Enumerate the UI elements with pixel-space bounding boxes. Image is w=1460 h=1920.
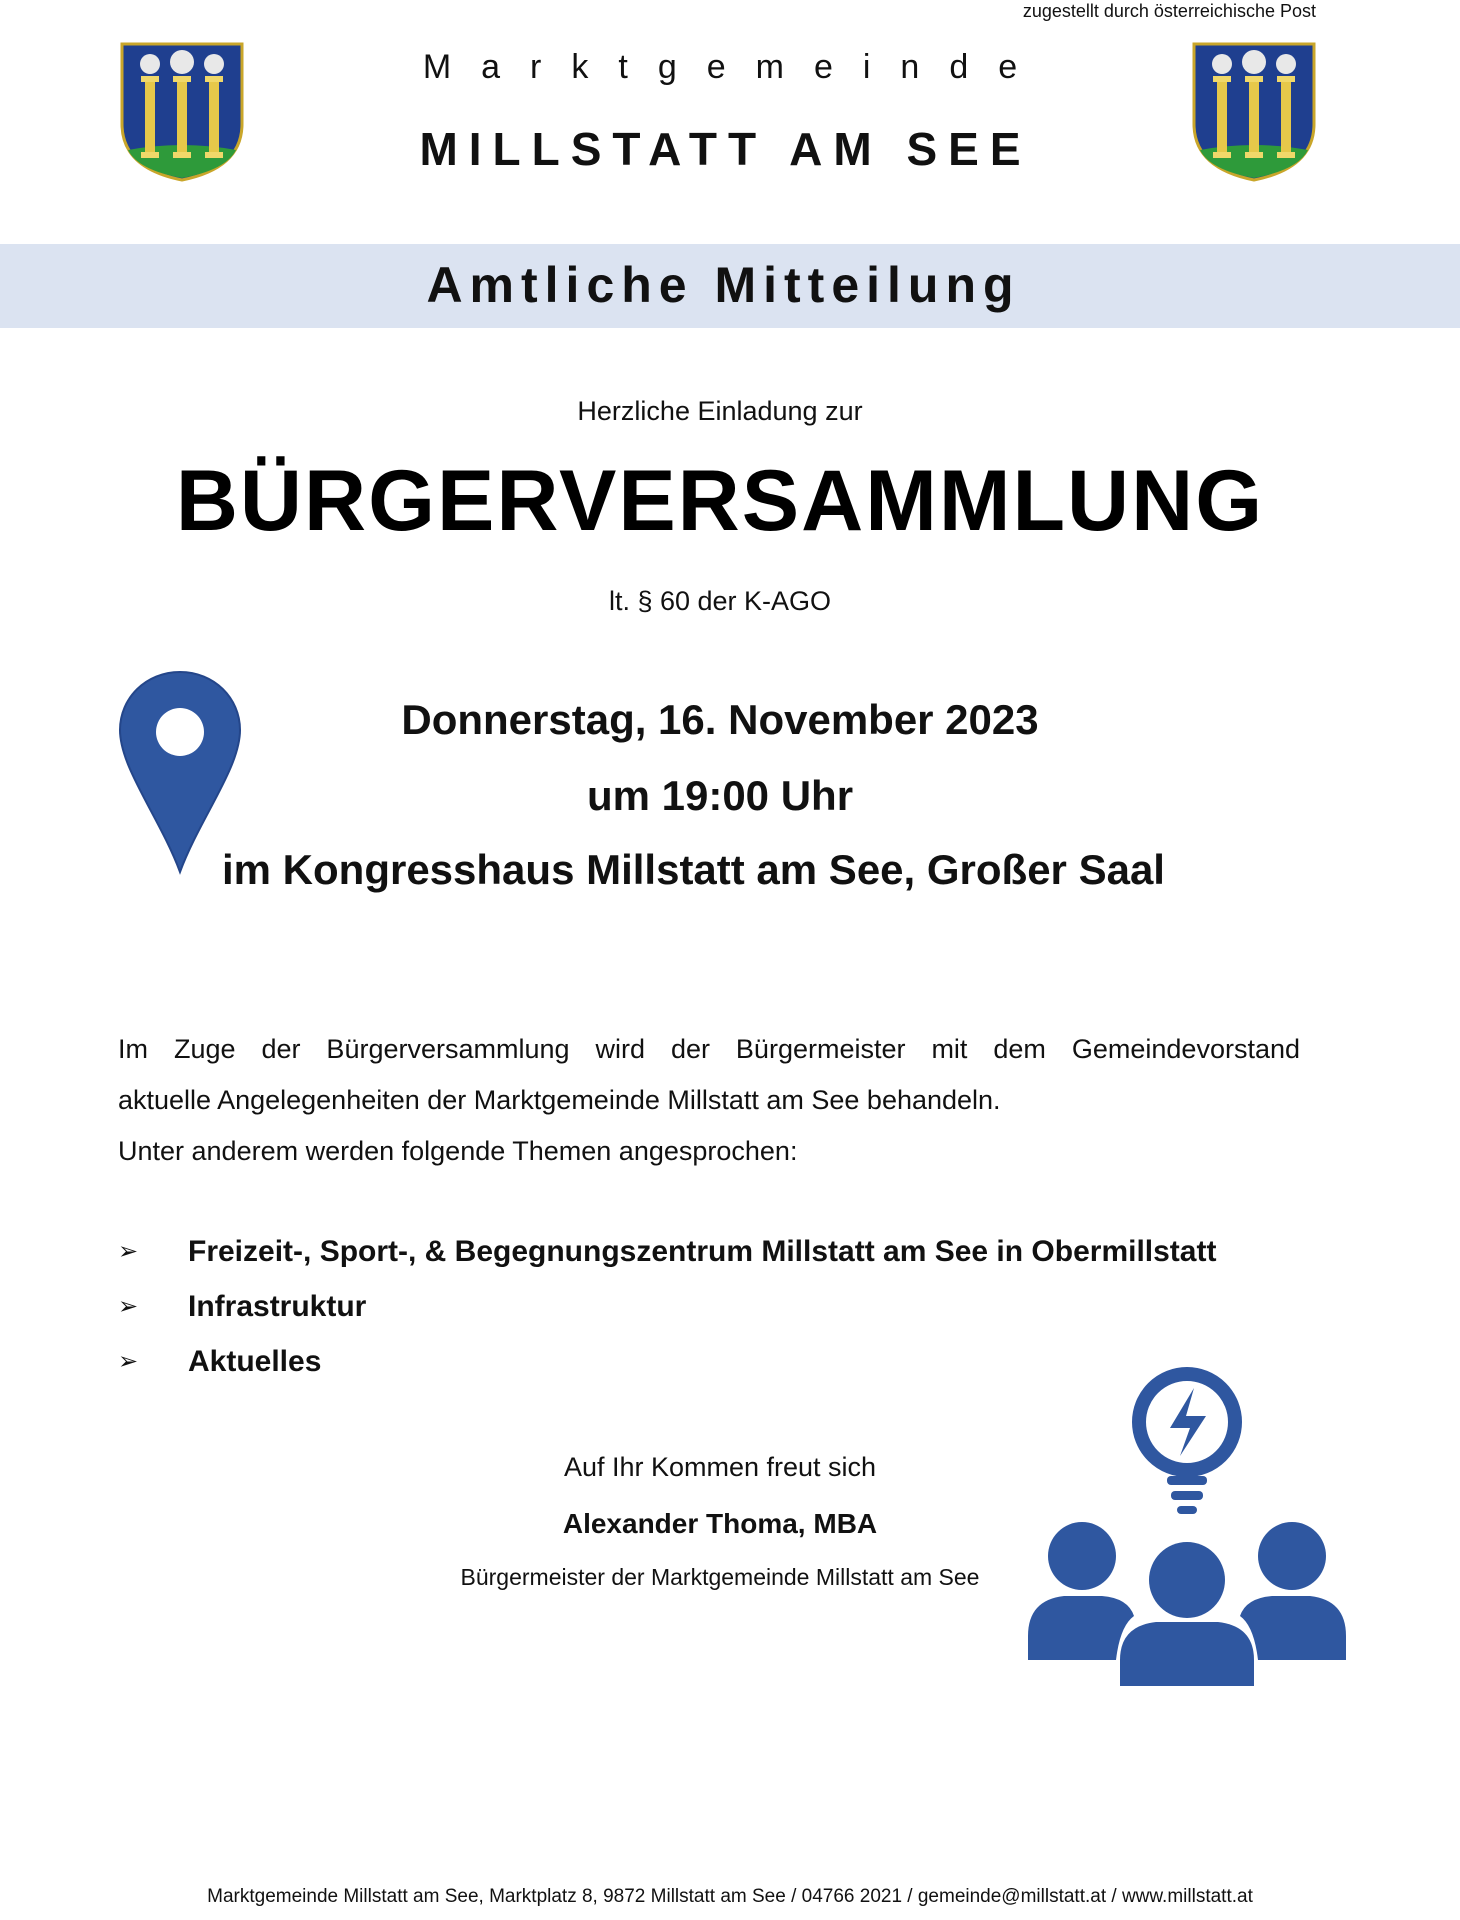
arrow-bullet-icon: ➢ <box>118 1348 139 1375</box>
intro-line: aktuelle Angelegenheiten der Marktgemeinde Millstatt am See behandeln. <box>118 1085 1001 1115</box>
event-time: um 19:00 Uhr <box>586 772 854 819</box>
coat-of-arms-icon <box>1190 40 1318 182</box>
topic-label: Infrastruktur <box>188 1290 367 1323</box>
closing-line: Auf Ihr Kommen freut sich <box>563 1452 877 1482</box>
mayor-title: Bürgermeister der Marktgemeinde Millstatt am See <box>460 1564 980 1590</box>
municipality-name: MILLSTATT AM SEE <box>419 123 1032 175</box>
municipality-label: Marktgemeinde <box>422 48 1048 86</box>
event-date: Donnerstag, 16. November 2023 <box>401 696 1039 743</box>
notice-title: Amtliche Mitteilung <box>426 257 1021 313</box>
intro-line: Unter anderem werden folgende Themen angesprochen: <box>118 1136 798 1166</box>
intro-paragraph <box>118 1024 1300 1177</box>
topic-label: Aktuelles <box>188 1345 322 1378</box>
list-item <box>118 1279 1338 1334</box>
mayor-name: Alexander Thoma, MBA <box>562 1508 878 1539</box>
event-venue: im Kongresshaus Millstatt am See, Großer Saal <box>222 846 1165 893</box>
page-title: BÜRGERVERSAMMLUNG <box>175 453 1265 549</box>
list-item <box>118 1224 1338 1279</box>
topic-label: Freizeit-, Sport-, & Begegnungszentrum Millstatt am See in Obermillstatt <box>188 1235 1217 1268</box>
arrow-bullet-icon: ➢ <box>118 1238 139 1265</box>
invitation-intro: Herzliche Einladung zur <box>577 396 863 426</box>
intro-line: Im Zuge der Bürgerversammlung wird der Bürgermeister mit dem Gemeindevorstand <box>118 1034 1300 1064</box>
postal-delivery-note: zugestellt durch österreichische Post <box>1022 1 1316 21</box>
arrow-bullet-icon: ➢ <box>118 1293 139 1320</box>
legal-reference: lt. § 60 der K-AGO <box>608 586 832 616</box>
people-lightbulb-icon <box>1024 1360 1350 1690</box>
footer-contact: Marktgemeinde Millstatt am See, Marktplatz 8, 9872 Millstatt am See / 04766 2021 / gemeinde@millstatt.at / www.millstatt.at <box>207 1886 1253 1907</box>
